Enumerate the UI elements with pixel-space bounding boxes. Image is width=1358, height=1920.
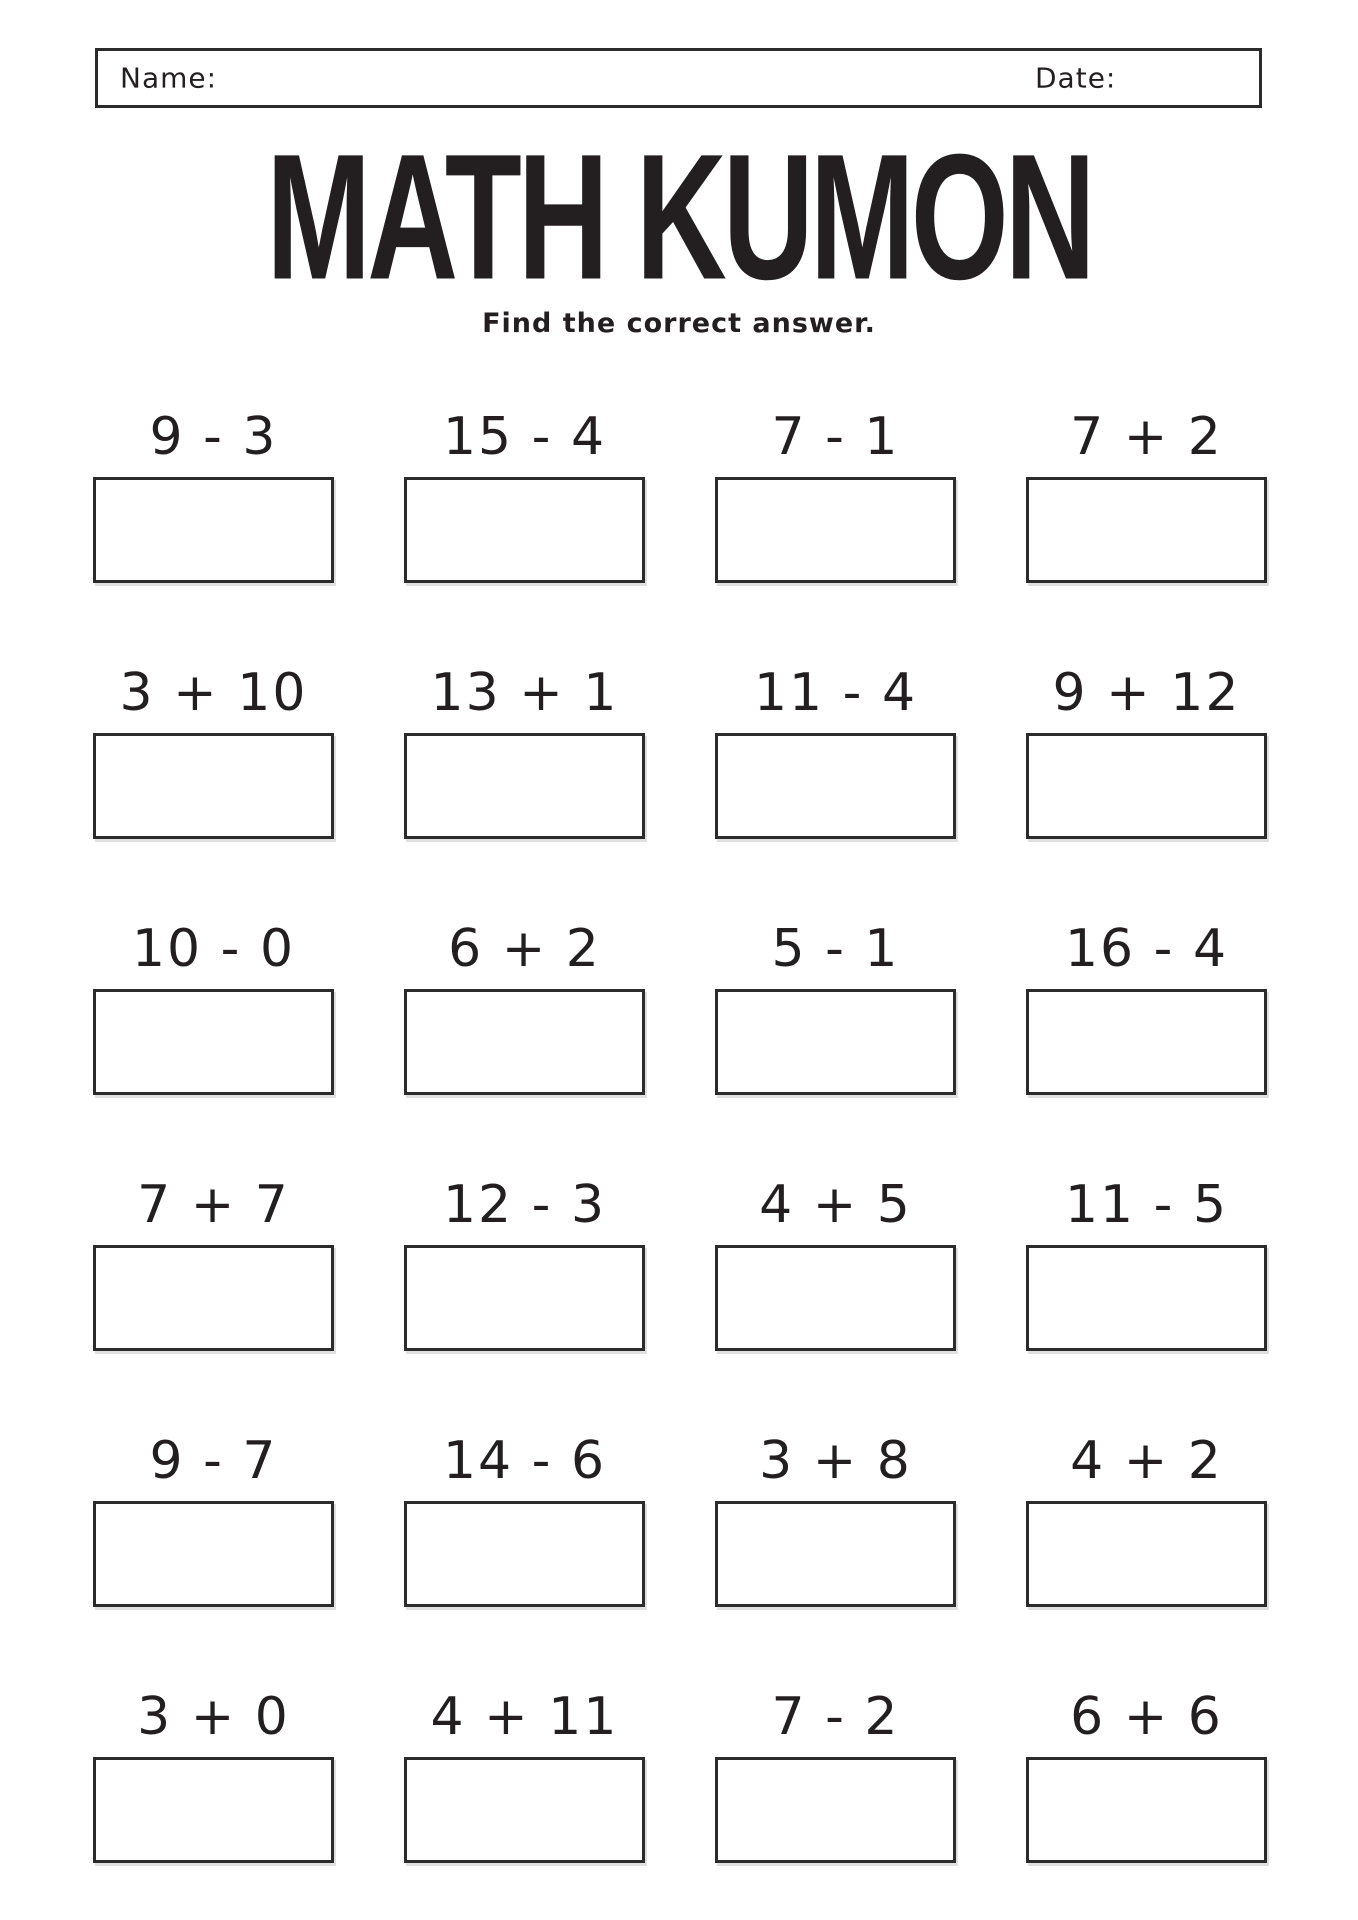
answer-box[interactable] xyxy=(715,733,956,839)
problem-label: 11 - 5 xyxy=(1064,1175,1229,1235)
problem-label: 16 - 4 xyxy=(1064,919,1229,979)
answer-box[interactable] xyxy=(404,733,645,839)
problem-label: 9 + 12 xyxy=(1052,663,1241,723)
answer-box[interactable] xyxy=(1026,477,1267,583)
problem-label: 12 - 3 xyxy=(442,1175,607,1235)
answer-box[interactable] xyxy=(93,477,334,583)
problem-label: 3 + 10 xyxy=(119,663,308,723)
answer-box[interactable] xyxy=(404,1501,645,1607)
answer-box[interactable] xyxy=(93,733,334,839)
problem-label: 9 - 7 xyxy=(149,1431,278,1491)
answer-box[interactable] xyxy=(93,1245,334,1351)
page-title: MATH KUMON xyxy=(266,116,1092,317)
answer-box[interactable] xyxy=(404,1757,645,1863)
problem-label: 10 - 0 xyxy=(131,919,296,979)
problem-label: 3 + 8 xyxy=(759,1431,912,1491)
title-wrap xyxy=(0,116,1358,317)
page-subtitle: Find the correct answer. xyxy=(482,308,876,339)
answer-box[interactable] xyxy=(93,1757,334,1863)
problem-cell xyxy=(404,658,645,839)
problem-cell xyxy=(1026,914,1267,1095)
problem-cell xyxy=(93,1170,334,1351)
answer-box[interactable] xyxy=(404,477,645,583)
answer-box[interactable] xyxy=(404,1245,645,1351)
problem-cell xyxy=(404,1682,645,1863)
answer-box[interactable] xyxy=(715,477,956,583)
problem-cell xyxy=(404,402,645,583)
problem-cell xyxy=(404,914,645,1095)
problem-label: 4 + 2 xyxy=(1070,1431,1223,1491)
problem-label: 6 + 6 xyxy=(1070,1687,1223,1747)
answer-box[interactable] xyxy=(715,1245,956,1351)
problem-label: 4 + 5 xyxy=(759,1175,912,1235)
problem-label: 6 + 2 xyxy=(448,919,601,979)
answer-box[interactable] xyxy=(404,989,645,1095)
problem-cell xyxy=(1026,1170,1267,1351)
problem-cell xyxy=(715,1170,956,1351)
problem-cell xyxy=(715,402,956,583)
answer-box[interactable] xyxy=(1026,989,1267,1095)
problem-label: 15 - 4 xyxy=(442,407,607,467)
problem-label: 13 + 1 xyxy=(430,663,619,723)
problem-cell xyxy=(93,914,334,1095)
problem-cell xyxy=(715,1682,956,1863)
answer-box[interactable] xyxy=(1026,1757,1267,1863)
answer-box[interactable] xyxy=(1026,1501,1267,1607)
problem-label: 7 - 2 xyxy=(771,1687,900,1747)
name-label: Name: xyxy=(120,61,218,95)
answer-box[interactable] xyxy=(715,989,956,1095)
problem-cell xyxy=(93,402,334,583)
problem-label: 4 + 11 xyxy=(430,1687,619,1747)
problem-cell xyxy=(93,1682,334,1863)
answer-box[interactable] xyxy=(1026,1245,1267,1351)
answer-box[interactable] xyxy=(93,1501,334,1607)
problem-label: 14 - 6 xyxy=(442,1431,607,1491)
problems-grid xyxy=(93,402,1267,1863)
problem-cell xyxy=(1026,1682,1267,1863)
problem-label: 7 - 1 xyxy=(771,407,900,467)
problem-label: 3 + 0 xyxy=(137,1687,290,1747)
problem-cell xyxy=(715,1426,956,1607)
problem-label: 7 + 7 xyxy=(137,1175,290,1235)
problem-cell xyxy=(1026,402,1267,583)
name-date-box xyxy=(95,48,1262,108)
problem-label: 9 - 3 xyxy=(149,407,278,467)
problem-cell xyxy=(1026,1426,1267,1607)
date-label: Date: xyxy=(1035,61,1117,95)
problem-cell xyxy=(1026,658,1267,839)
problem-label: 11 - 4 xyxy=(753,663,918,723)
problem-cell xyxy=(404,1170,645,1351)
answer-box[interactable] xyxy=(93,989,334,1095)
answer-box[interactable] xyxy=(1026,733,1267,839)
answer-box[interactable] xyxy=(715,1757,956,1863)
problem-cell xyxy=(404,1426,645,1607)
problem-cell xyxy=(715,658,956,839)
problem-cell xyxy=(715,914,956,1095)
problem-cell xyxy=(93,658,334,839)
problem-label: 7 + 2 xyxy=(1070,407,1223,467)
answer-box[interactable] xyxy=(715,1501,956,1607)
problem-label: 5 - 1 xyxy=(771,919,900,979)
problem-cell xyxy=(93,1426,334,1607)
